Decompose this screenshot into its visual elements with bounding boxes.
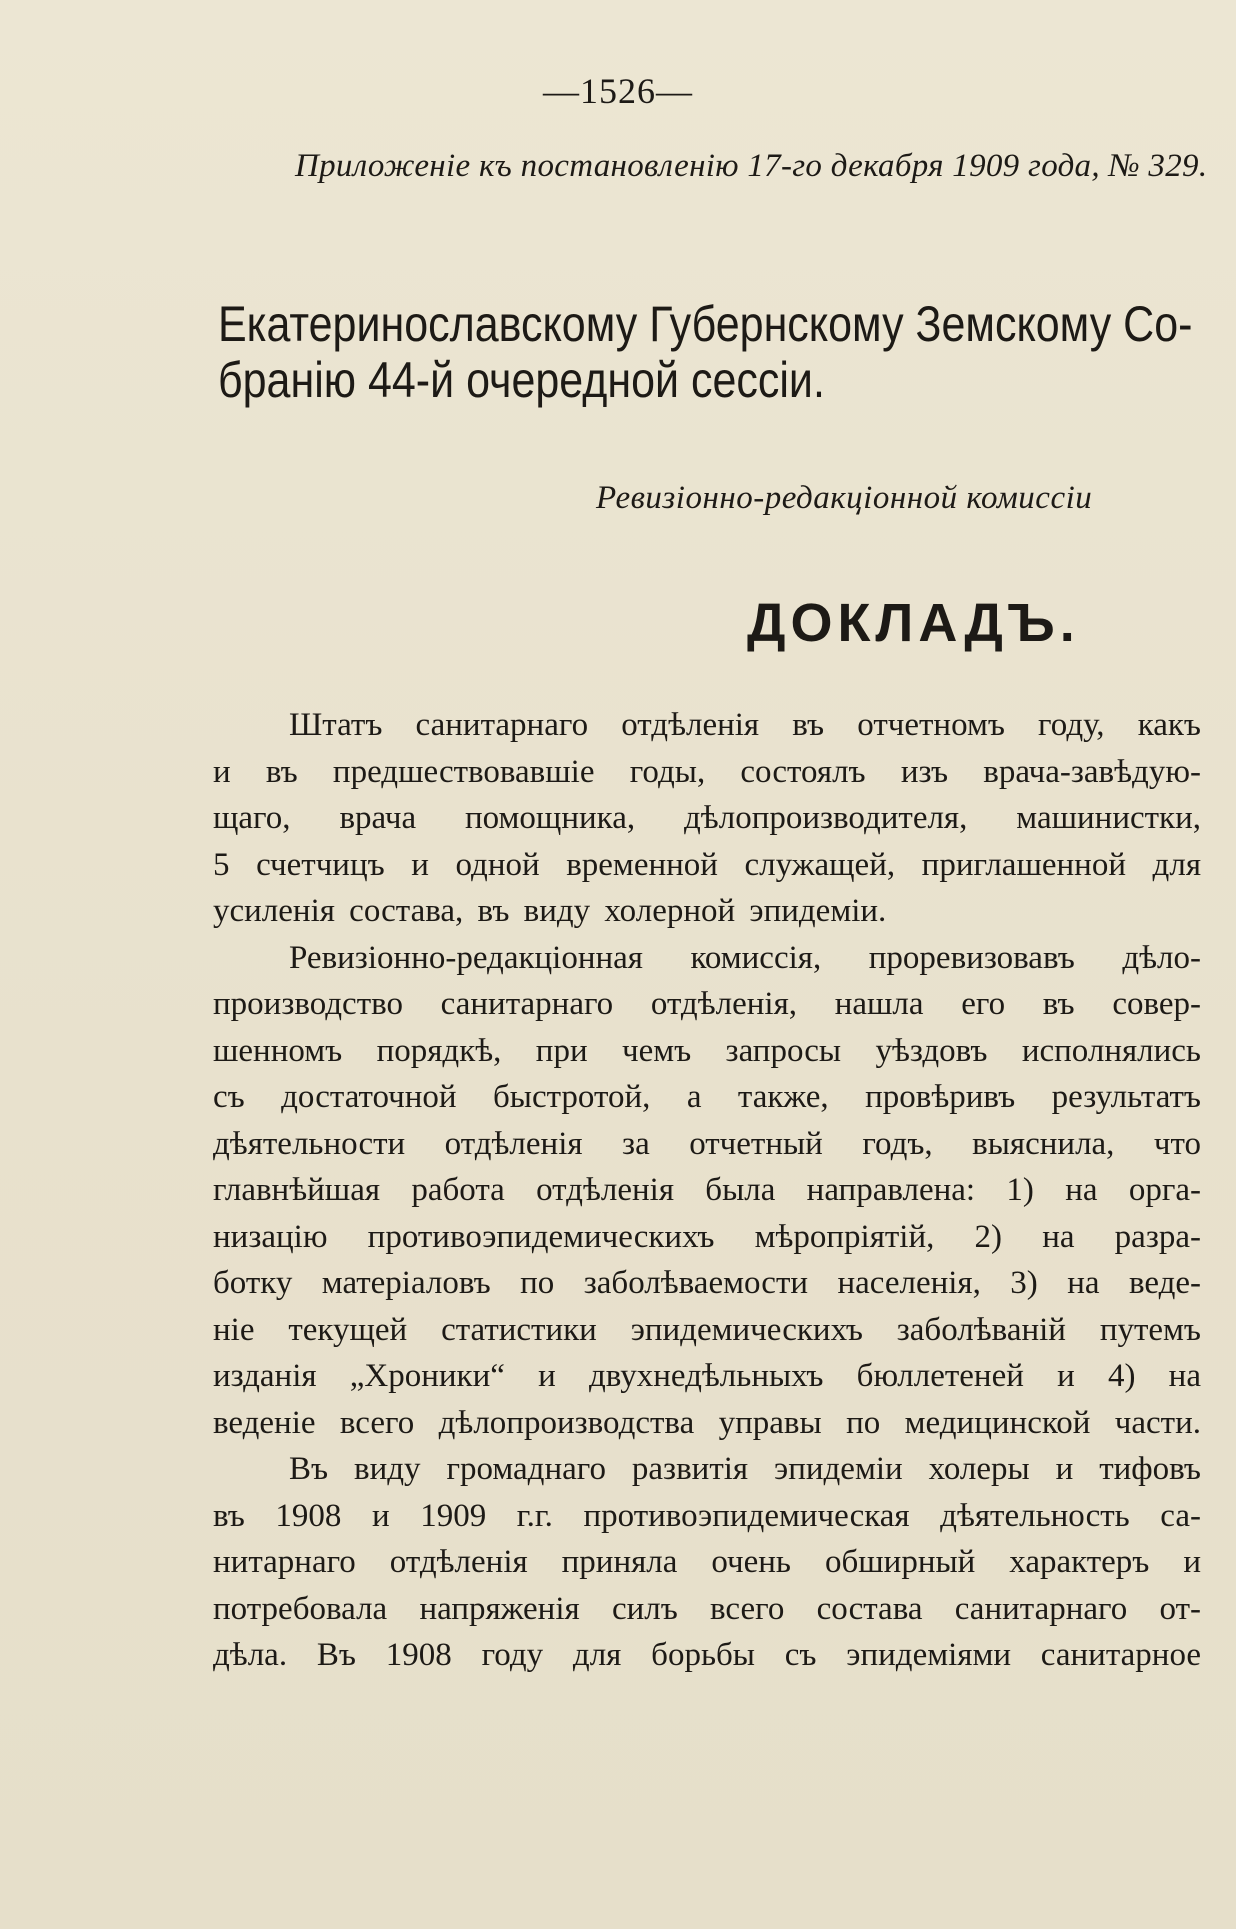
paragraph-3 [213, 1446, 1201, 1679]
addressee-line: Екатеринославскому Губернскому Земскому Со- [218, 296, 1193, 352]
text-line: Ревизіонно-редакціонная комиссія, проревизовавъ дѣло- [289, 939, 1201, 976]
text-line: изданія „Хроники“ и двухнедѣльныхъ бюллетеней и 4) на [213, 1358, 1201, 1394]
appendix-note: Приложеніе къ постановленію 17-го декабря 1909 года, № 329. [295, 148, 1208, 184]
text-line: ніе текущей статистики эпидемическихъ заболѣваній путемъ [213, 1311, 1201, 1348]
paragraph-1 [213, 702, 1201, 935]
text-line: ботку матеріаловъ по заболѣваемости населенія, 3) на веде- [213, 1265, 1201, 1301]
text-line: дѣятельности отдѣленія за отчетный годъ, выяснила, что [213, 1125, 1201, 1162]
addressee-line: бранію 44-й очередной сессіи. [218, 352, 825, 408]
text-line: шенномъ порядкѣ, при чемъ запросы уѣздовъ исполнялись [213, 1032, 1201, 1069]
page-number: —1526— [543, 71, 693, 111]
text-line: въ 1908 и 1909 г.г. противоэпидемическая дѣятельность са- [213, 1497, 1201, 1534]
text-line: Въ виду громаднаго развитія эпидеміи холеры и тифовъ [289, 1451, 1201, 1487]
text-line: и въ предшествовавшіе годы, состоялъ изъ врача-завѣдую- [213, 753, 1201, 790]
text-line: щаго, врача помощника, дѣлопроизводителя, машинистки, [213, 800, 1201, 836]
paragraph-2 [213, 935, 1201, 1447]
text-line: веденіе всего дѣлопроизводства управы по медицинской части. [213, 1404, 1201, 1441]
text-line: 5 счетчицъ и одной временной служащей, приглашенной для [213, 846, 1201, 883]
addressee-heading [218, 296, 1193, 408]
text-line: потребовала напряженія силъ всего состава санитарнаго от- [213, 1590, 1201, 1627]
body-text [213, 702, 1201, 1679]
text-line: усиленія состава, въ виду холерной эпидеміи. [213, 893, 887, 929]
text-line: съ достаточной быстротой, а также, провѣривъ результатъ [213, 1079, 1201, 1115]
commission-name: Ревизіонно-редакціонной комиссіи [596, 480, 1093, 516]
text-line: производство санитарнаго отдѣленія, нашла его въ совер- [213, 986, 1201, 1022]
text-line: низацію противоэпидемическихъ мѣропріятій, 2) на разра- [213, 1218, 1201, 1255]
text-line: дѣла. Въ 1908 году для борьбы съ эпидеміями санитарное [213, 1637, 1201, 1673]
text-line: нитарнаго отдѣленія приняла очень обширный характеръ и [213, 1544, 1201, 1580]
report-title: ДОКЛАДЪ. [747, 593, 1080, 653]
text-line: Штатъ санитарнаго отдѣленія въ отчетномъ году, какъ [289, 707, 1201, 743]
text-line: главнѣйшая работа отдѣленія была направлена: 1) на орга- [213, 1172, 1201, 1208]
